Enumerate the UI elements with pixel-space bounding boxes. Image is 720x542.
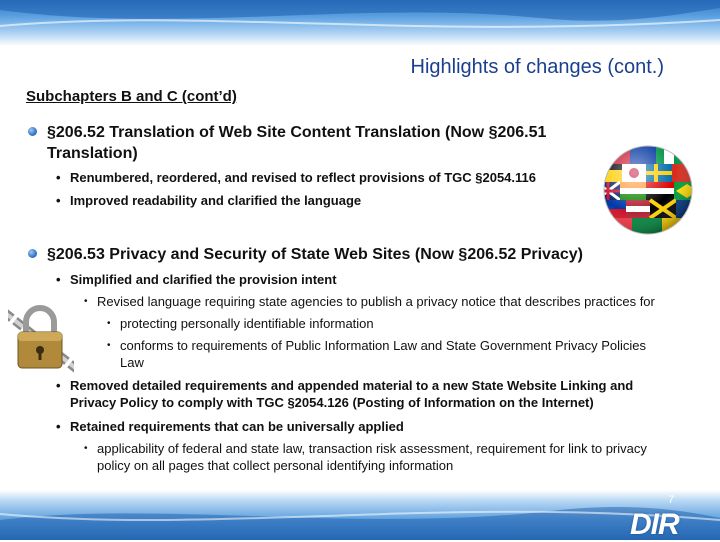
page-number: 7 [668, 494, 675, 506]
header-band [0, 0, 720, 46]
section-1-heading-line2: Translation) [47, 145, 138, 162]
footer-wave [0, 490, 720, 540]
header-wave [0, 0, 720, 46]
slide-title: Highlights of changes (cont.) [410, 56, 664, 78]
flag-globe-image [592, 142, 704, 238]
subheading: Subchapters B and C (cont’d) [26, 88, 237, 105]
section-1-heading-line1: §206.52 Translation of Web Site Content Translation (Now §206.51 [47, 124, 547, 141]
padlock-icon [8, 300, 74, 376]
bullet-icon [28, 249, 37, 258]
footer-band [0, 490, 720, 540]
dir-logo: DIR [630, 508, 679, 541]
bullet-icon [28, 127, 37, 136]
